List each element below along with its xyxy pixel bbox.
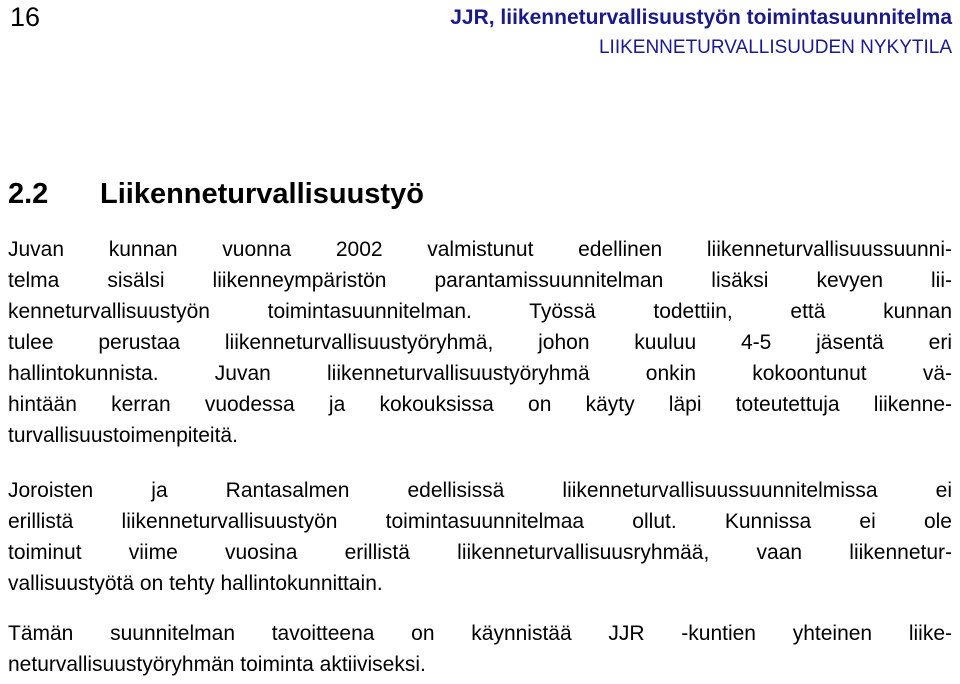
paragraph-line: neturvallisuustyöryhmän toiminta aktiiviseksi. xyxy=(8,653,426,676)
paragraph-line: Juvan kunnan vuonna 2002 valmistunut edellinen liikenneturvallisuussuunni- xyxy=(8,238,952,261)
paragraph-line: telma sisälsi liikenneympäristön parantamissuunnitelman lisäksi kevyen lii- xyxy=(8,269,952,292)
page-number: 16 xyxy=(10,2,41,32)
document-title: JJR, liikenneturvallisuustyön toimintasuunnitelma xyxy=(450,6,952,29)
paragraph-3 xyxy=(8,618,952,680)
paragraph-line: hallintokunnista. Juvan liikenneturvallisuustyöryhmä onkin kokoontunut vä- xyxy=(8,362,952,385)
section-number: 2.2 xyxy=(8,178,49,210)
paragraph-line: erillistä liikenneturvallisuustyön toimintasuunnitelmaa ollut. Kunnissa ei ole xyxy=(8,510,952,533)
paragraph-line: vallisuustyötä on tehty hallintokunnittain. xyxy=(8,572,383,595)
paragraph-line: Tämän suunnitelman tavoitteena on käynnistää JJR -kuntien yhteinen liike- xyxy=(8,622,952,645)
paragraph-line: hintään kerran vuodessa ja kokouksissa on käyty läpi toteutettuja liikenne- xyxy=(8,393,952,416)
paragraph-line: kenneturvallisuustyön toimintasuunnitelman. Työssä todettiin, että kunnan xyxy=(8,300,952,323)
running-header xyxy=(450,6,952,60)
paragraph-line: Joroisten ja Rantasalmen edellisissä liikenneturvallisuussuunnitelmissa ei xyxy=(8,479,952,502)
paragraph-line: turvallisuustoimenpiteitä. xyxy=(8,424,238,447)
paragraph-1 xyxy=(8,234,952,451)
paragraph-line: toiminut viime vuosina erillistä liikenneturvallisuusryhmää, vaan liikennetur- xyxy=(8,541,952,564)
paragraph-2 xyxy=(8,475,952,599)
section-title: Liikenneturvallisuustyö xyxy=(100,178,424,210)
paragraph-line: tulee perustaa liikenneturvallisuustyöryhmä, johon kuuluu 4-5 jäsentä eri xyxy=(8,331,952,354)
chapter-title: LIIKENNETURVALLISUUDEN NYKYTILA xyxy=(598,37,952,58)
section-heading xyxy=(8,176,424,212)
